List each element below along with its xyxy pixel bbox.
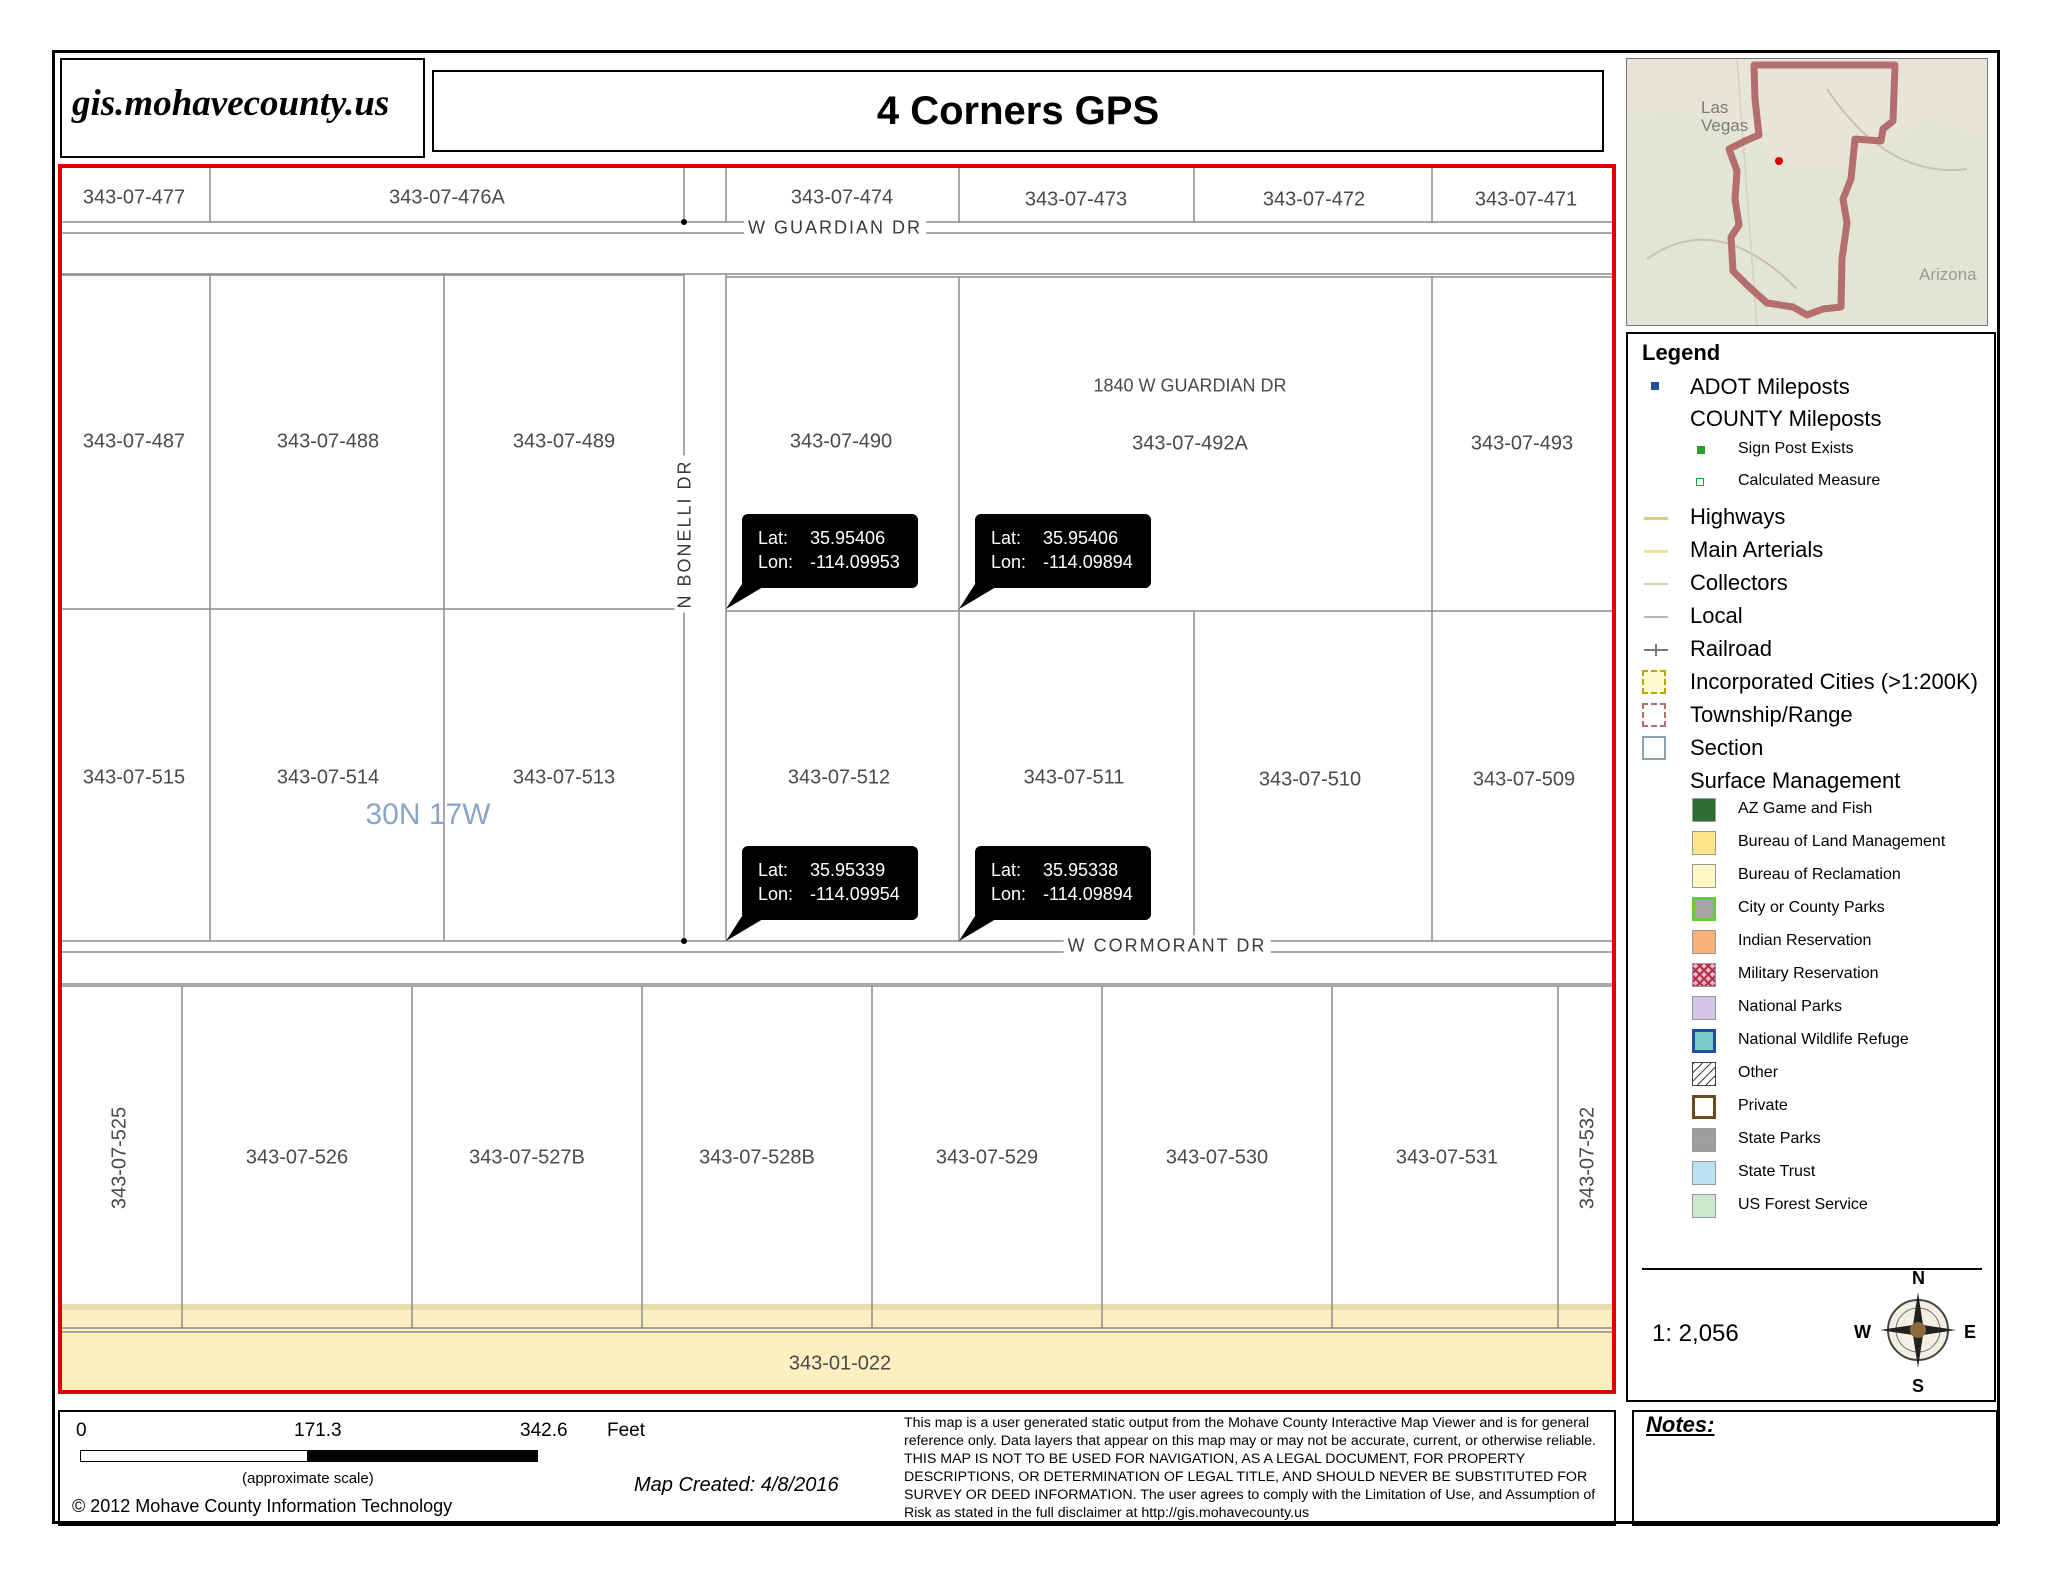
- surface-swatch: [1692, 1161, 1716, 1185]
- parcel-label[interactable]: 343-07-490: [789, 430, 893, 453]
- notes-label: Notes:: [1646, 1412, 1715, 1437]
- compass-rose-icon: [1878, 1290, 1958, 1370]
- lon-value: -114.09953: [810, 552, 900, 572]
- lon-value: -114.09894: [1043, 884, 1133, 904]
- township-label: 30N 17W: [365, 798, 491, 831]
- scale-mid: 171.3: [294, 1420, 342, 1441]
- legend-item: Collectors: [1690, 570, 1788, 595]
- gps-callout[interactable]: [975, 514, 1151, 588]
- surface-label: State Parks: [1738, 1130, 1821, 1147]
- surface-label: Bureau of Reclamation: [1738, 866, 1901, 883]
- parcel-label[interactable]: 343-07-493: [1470, 432, 1574, 455]
- parcel-label[interactable]: 343-07-473: [1024, 188, 1128, 211]
- parcel-label[interactable]: 343-07-476A: [389, 186, 505, 209]
- surface-swatch: [1692, 864, 1716, 888]
- parcel-label[interactable]: 343-07-525: [108, 1106, 131, 1210]
- surface-swatch: [1692, 930, 1716, 954]
- parcel-label[interactable]: 343-07-526: [245, 1146, 349, 1169]
- surface-swatch: [1692, 831, 1716, 855]
- map-title: 4 Corners GPS: [432, 70, 1604, 152]
- surface-swatch: [1692, 1194, 1716, 1218]
- surface-swatch: [1692, 1062, 1716, 1086]
- locator-map[interactable]: [1626, 58, 1988, 326]
- legend-item: Railroad: [1690, 636, 1772, 661]
- street-bonelli: N BONELLI DR: [675, 455, 696, 612]
- lat-value: 35.95406: [1043, 528, 1119, 548]
- legend-item: Calculated Measure: [1738, 472, 1881, 489]
- lon-key: Lon:: [991, 884, 1027, 904]
- parcel-label[interactable]: 343-07-530: [1165, 1146, 1269, 1169]
- gps-callout[interactable]: [742, 514, 918, 588]
- legend-item: Sign Post Exists: [1738, 440, 1854, 457]
- surface-label: Other: [1738, 1064, 1779, 1081]
- legend-item: Incorporated Cities (>1:200K): [1690, 669, 1978, 694]
- legend-title: Legend: [1642, 340, 1721, 365]
- disclaimer: This map is a user generated static output from the Mohave County Interactive Map Viewer and is for general reference only. Data layers that appear on this map may or may not be accurate, current, or otherwise reliable. THIS MAP IS NOT TO BE USED FOR NAVIGATION, AS A LEGAL DOCUMENT, FOR PROPERTY DESCRIPTIONS, OR DETERMINATION OF LEGAL TITLE, AND SHOULD NEVER BE SUBSTITUTED FOR SURVEY OR DEED INFORMATION. The user agrees to comply with the Limitation of Use, and Assumption of Risk as stated in the full disclaimer at http://gis.mohavecounty.us: [904, 1415, 1597, 1521]
- address-label: 1840 W GUARDIAN DR: [1093, 375, 1287, 396]
- township-symbol: [1642, 703, 1666, 727]
- parcel-label[interactable]: 343-07-489: [512, 430, 616, 453]
- site-url[interactable]: gis.mohavecounty.us: [72, 83, 390, 124]
- locator-graphic: [1627, 59, 1988, 326]
- lon-key: Lon:: [991, 552, 1027, 572]
- street-guardian: W GUARDIAN DR: [744, 218, 926, 239]
- parcel-label[interactable]: 343-07-487: [82, 430, 186, 453]
- lon-value: -114.09894: [1043, 552, 1133, 572]
- parcel-label[interactable]: 343-07-512: [787, 766, 891, 789]
- legend-item: Township/Range: [1690, 702, 1853, 727]
- surface-swatch: [1692, 798, 1716, 822]
- surface-swatch: [1692, 1128, 1716, 1152]
- collector-symbol: [1644, 583, 1668, 585]
- lat-value: 35.95406: [810, 528, 886, 548]
- parcel-label[interactable]: 343-07-474: [790, 186, 894, 209]
- lon-key: Lon:: [758, 552, 794, 572]
- surface-label: National Wildlife Refuge: [1738, 1031, 1909, 1048]
- surface-swatch: [1692, 996, 1716, 1020]
- local-road-symbol: [1644, 616, 1668, 618]
- parcel-label[interactable]: 343-07-513: [512, 766, 616, 789]
- sign-post-icon: [1697, 446, 1705, 454]
- scale-zero: 0: [76, 1420, 87, 1441]
- parcel-label[interactable]: 343-07-471: [1474, 188, 1578, 211]
- scale-bar-segment: [308, 1450, 538, 1462]
- surface-label: City or County Parks: [1738, 899, 1885, 916]
- locator-state: Arizona: [1919, 265, 1977, 284]
- parcel-label[interactable]: 343-07-527B: [469, 1146, 585, 1169]
- parcel-label[interactable]: 343-07-528B: [699, 1146, 815, 1169]
- arterial-symbol: [1644, 550, 1668, 553]
- adot-milepost-icon: [1651, 382, 1659, 390]
- parcel-label[interactable]: 343-07-492A: [1132, 432, 1248, 455]
- calculated-measure-icon: [1696, 478, 1704, 486]
- gps-callout[interactable]: [742, 846, 918, 920]
- surface-label: Bureau of Land Management: [1738, 833, 1946, 850]
- parcel-label[interactable]: 343-01-022: [788, 1352, 892, 1375]
- parcel-label[interactable]: 343-07-477: [82, 186, 186, 209]
- map-canvas[interactable]: [58, 164, 1616, 1394]
- parcel-label[interactable]: 343-07-515: [82, 766, 186, 789]
- legend-item: Local: [1690, 603, 1743, 628]
- scale-approx: (approximate scale): [242, 1470, 374, 1487]
- lat-value: 35.95338: [1043, 860, 1119, 880]
- section-symbol: [1642, 736, 1666, 760]
- scale-unit: Feet: [607, 1420, 646, 1441]
- highway-symbol: [1644, 517, 1668, 520]
- surface-label: State Trust: [1738, 1163, 1816, 1180]
- legend-item: Surface Management: [1690, 768, 1901, 793]
- lon-key: Lon:: [758, 884, 794, 904]
- surface-label: US Forest Service: [1738, 1196, 1868, 1213]
- lat-key: Lat:: [758, 528, 789, 548]
- parcel-label[interactable]: 343-07-529: [935, 1146, 1039, 1169]
- surface-label: Private: [1738, 1097, 1788, 1114]
- parcel-label[interactable]: 343-07-509: [1472, 768, 1576, 791]
- legend-divider: [1642, 1268, 1982, 1270]
- street-cormorant: W CORMORANT DR: [1064, 936, 1271, 957]
- lat-key: Lat:: [991, 860, 1022, 880]
- compass-e: E: [1964, 1322, 1977, 1342]
- lat-key: Lat:: [991, 528, 1022, 548]
- legend-item: Main Arterials: [1690, 537, 1824, 562]
- surface-swatch: [1692, 1029, 1716, 1053]
- legend-item: Highways: [1690, 504, 1786, 529]
- legend-item: COUNTY Mileposts: [1690, 406, 1882, 431]
- surface-label: AZ Game and Fish: [1738, 800, 1873, 817]
- parcel-label[interactable]: 343-07-488: [276, 430, 380, 453]
- surface-label: Indian Reservation: [1738, 932, 1872, 949]
- compass-n: N: [1912, 1268, 1925, 1288]
- surface-label: Military Reservation: [1738, 965, 1879, 982]
- scale-ratio: 1: 2,056: [1652, 1320, 1739, 1347]
- compass-s: S: [1912, 1376, 1925, 1396]
- lat-value: 35.95339: [810, 860, 886, 880]
- parcel-label[interactable]: 343-07-532: [1576, 1106, 1599, 1210]
- parcel-label[interactable]: 343-07-511: [1023, 766, 1125, 789]
- copyright: © 2012 Mohave County Information Technology: [72, 1496, 453, 1516]
- surface-label: National Parks: [1738, 998, 1843, 1015]
- surface-swatch: [1692, 1095, 1716, 1119]
- compass-w: W: [1854, 1322, 1871, 1342]
- scale-max: 342.6: [520, 1420, 568, 1441]
- gps-callout[interactable]: [975, 846, 1151, 920]
- parcel-label[interactable]: 343-07-510: [1258, 768, 1362, 791]
- railroad-tick: [1655, 644, 1657, 656]
- locator-city: Las Vegas: [1701, 98, 1749, 135]
- surface-swatch: [1692, 963, 1716, 987]
- parcel-label[interactable]: 343-07-472: [1262, 188, 1366, 211]
- blm-area: [58, 1307, 1616, 1394]
- legend-item: ADOT Mileposts: [1690, 374, 1850, 399]
- lon-value: -114.09954: [810, 884, 900, 904]
- legend-item: Section: [1690, 735, 1764, 760]
- map-created: Map Created: 4/8/2016: [634, 1474, 839, 1496]
- city-limits-symbol: [1642, 670, 1666, 694]
- surface-swatch: [1692, 897, 1716, 921]
- parcel-label[interactable]: 343-07-514: [276, 766, 380, 789]
- parcel-label[interactable]: 343-07-531: [1395, 1146, 1499, 1169]
- scale-bar-segment: [80, 1450, 308, 1462]
- lat-key: Lat:: [758, 860, 789, 880]
